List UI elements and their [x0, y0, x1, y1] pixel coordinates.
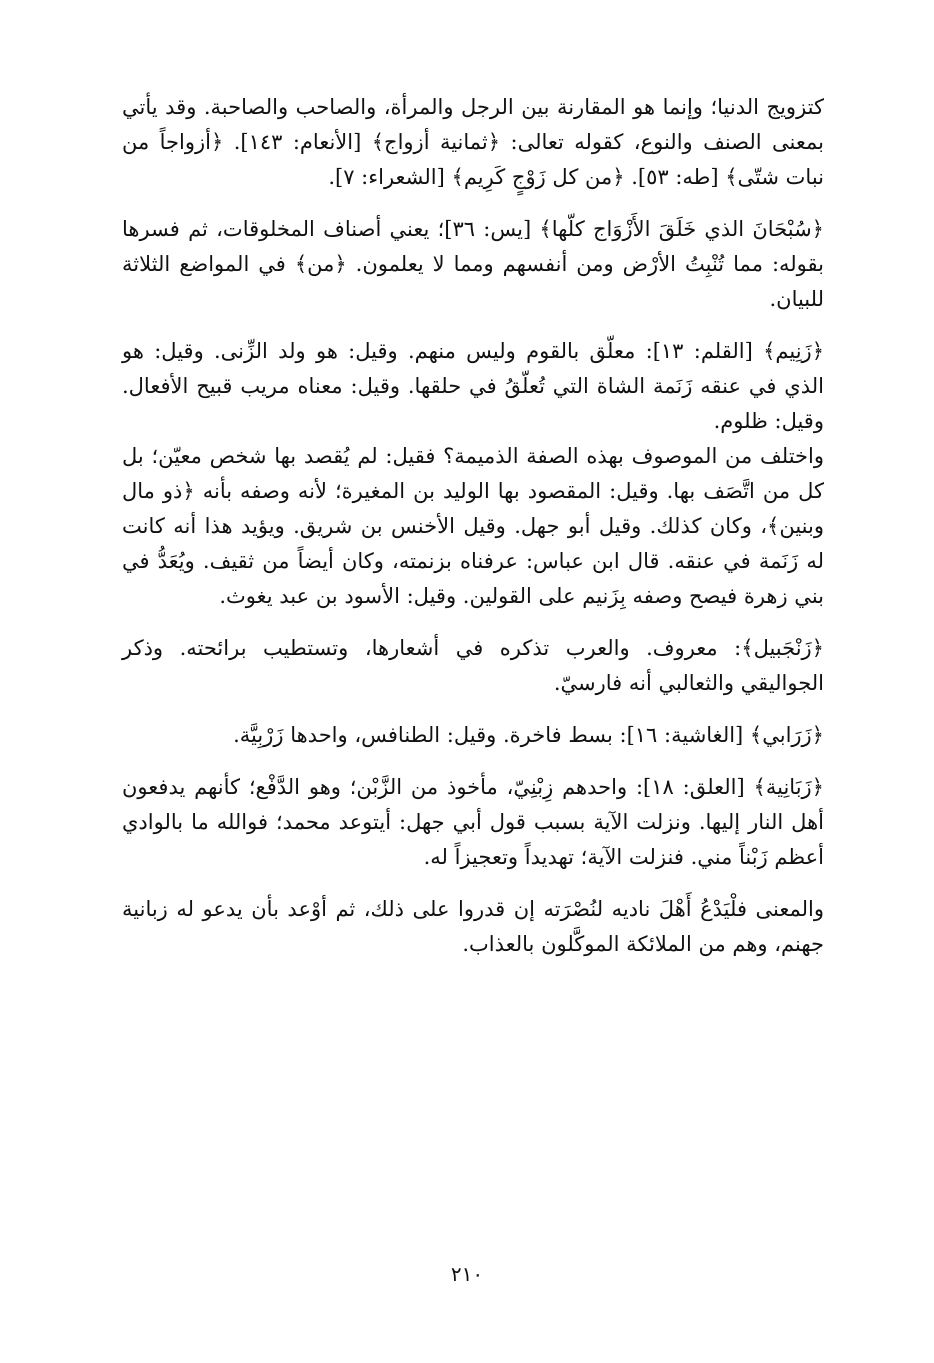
paragraph-meaning: والمعنى فلْيَدْعُ أَهْلَ ناديه لنُصْرَته إن قدروا على ذلك، ثم أوْعد بأن يدعو له زبانية جهنم، وهم من الملائكة الموكَّلون بالعذاب. [122, 897, 824, 956]
paragraph-zarabi: ﴿زَرَابي﴾ [الغاشية: ١٦]: بسط فاخرة. وقيل: الطنافس، واحدها زَرْبِيَّة. [233, 723, 824, 747]
paragraph-subhan-verse: ﴿سُبْحَانَ الذي خَلَقَ الأَزْوَاج كلّها﴾ [يس: ٣٦]؛ يعني أصناف المخلوقات، ثم فسرها بقوله: مما تُنْبِتُ الأرْض ومن أنفسهم ومما لا يعلمون. ﴿من﴾ في المواضع الثلاثة للبيان. [122, 217, 824, 311]
paragraph-zabaniya: ﴿زَبَانِية﴾ [العلق: ١٨]: واحدهم زِبْنِيّ، مأخوذ من الزَّبْن؛ وهو الدَّفْع؛ كأنهم يدفعون أهل النار إليها. ونزلت الآية بسبب قول أبي جهل: أيتوعد محمد؛ فوالله ما بالوادي أعظم زَبْناً مني. فنزلت الآية؛ تهديداً وتعجيزاً له. [122, 775, 824, 869]
paragraph-zanjabil: ﴿زَنْجَبيل﴾: معروف. والعرب تذكره في أشعارها، وتستطيب برائحته. وذكر الجواليقي والثعالبي أنه فارسيّ. [122, 636, 824, 695]
paragraph-zanim-definition: ﴿زَنِيم﴾ [القلم: ١٣]: معلّق بالقوم وليس منهم. وقيل: هو ولد الزِّنى. وقيل: هو الذي في عنقه زَنَمة الشاة التي تُعلّقُ في حلقها. وقيل: معناه مريب قبيح الأفعال. وقيل: ظلوم. [122, 339, 825, 433]
paragraph-zanim-identity: واختلف من الموصوف بهذه الصفة الذميمة؟ فقيل: لم يُقصد بها شخص معيّن؛ بل كل من اتَّصَف بها. وقيل: المقصود بها الوليد بن المغيرة؛ لأنه وصفه بأنه ﴿ذو مال وبنين﴾، وكان كذلك. وقيل أبو جهل. وقيل الأخنس بن شريق. ويؤيد هذا أنه كانت له زَنَمة في عنقه. قال ابن عباس: عرفناه بزنمته، وكان أيضاً من ثقيف. ويُعَدُّ في بني زهرة فيصح وصفه بِزَنيم على القولين. وقيل: الأسود بن عبد يغوث. [122, 444, 824, 608]
paragraph-azwaj-definition: كتزويج الدنيا؛ وإنما هو المقارنة بين الرجل والمرأة، والصاحب والصاحبة. وقد يأتي بمعنى الصنف والنوع، كقوله تعالى: ﴿ثمانية أزواج﴾ [الأنعام: ١٤٣]. ﴿أزواجاً من نبات شتّى﴾ [طه: ٥٣]. ﴿من كل زَوْجٍ كَرِيم﴾ [الشعراء: ٧]. [122, 95, 824, 189]
page-number: ٢١٠ [450, 1262, 484, 1286]
